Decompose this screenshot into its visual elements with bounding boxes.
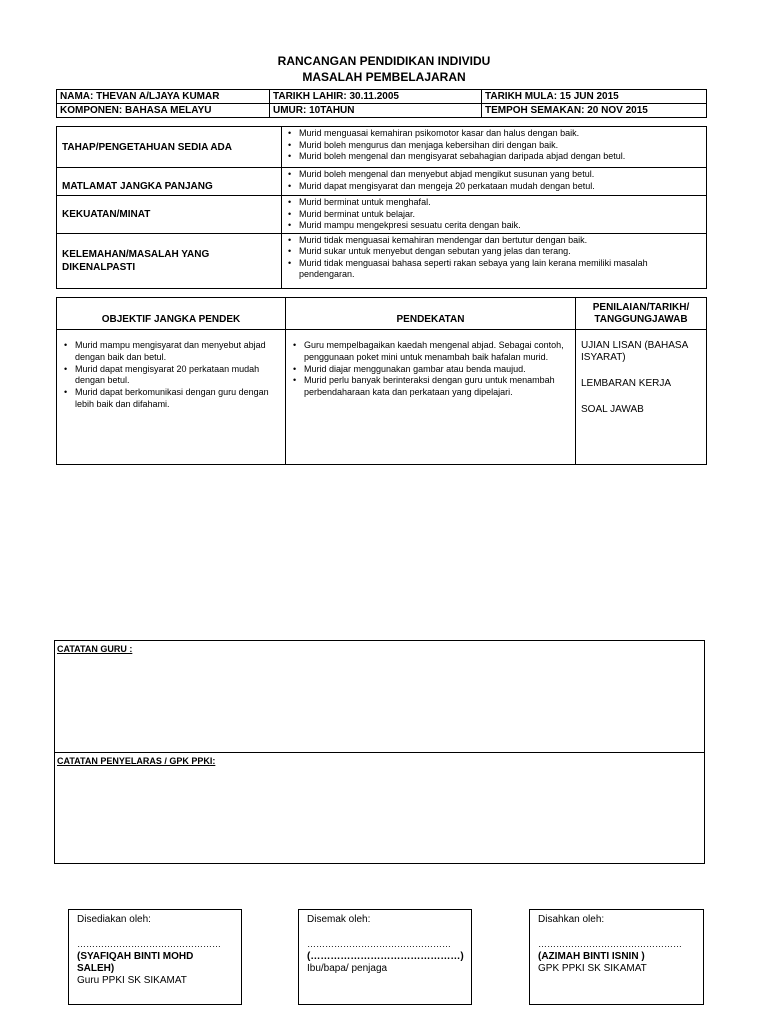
- list-item: • Murid boleh mengenal dan mengisyarat sebahagian daripada abjad dengan betul.: [286, 151, 702, 163]
- student-info-table: [56, 89, 707, 118]
- title-line-1: RANCANGAN PENDIDIKAN INDIVIDU: [277, 54, 491, 68]
- header-objektif: OBJEKTIF JANGKA PENDEK: [57, 298, 286, 330]
- signature-box-approved: [529, 909, 704, 1005]
- signature-role: GPK PPKI SK SIKAMAT: [538, 963, 647, 974]
- profile-label: MATLAMAT JANGKA PANJANG: [57, 168, 282, 196]
- signature-label: Disemak oleh:: [307, 914, 371, 925]
- profile-items: [282, 233, 707, 288]
- signature-line: …………………………………………: [538, 939, 682, 949]
- pendekatan-cell: [286, 330, 576, 465]
- assessment-item: LEMBARAN KERJA: [581, 378, 672, 389]
- list-item: • Murid perlu banyak berinteraksi dengan guru untuk menambah perbendaharaan kata dan perkataan yang dipelajari.: [291, 375, 570, 399]
- list-item: • Murid tidak menguasai kemahiran mendengar dan bertutur dengan baik.: [286, 235, 702, 247]
- list-item: • Murid boleh mengenal dan menyebut abjad mengikut susunan yang betul.: [286, 169, 702, 181]
- profile-label: KELEMAHAN/MASALAH YANG DIKENALPASTI: [57, 233, 282, 288]
- objective-header-row: [57, 298, 707, 330]
- profile-label: KEKUATAN/MINAT: [57, 196, 282, 234]
- profile-row: [57, 168, 707, 196]
- assessment-item: UJIAN LISAN (BAHASA ISYARAT): [581, 340, 688, 363]
- profile-row: [57, 196, 707, 234]
- info-row: [57, 104, 707, 118]
- profile-items: [282, 127, 707, 168]
- list-item: • Murid dapat berkomunikasi dengan guru dengan lebih baik dan difahami.: [62, 387, 280, 411]
- signature-name: (SYAFIQAH BINTI MOHD SALEH): [77, 951, 194, 974]
- signature-role: Guru PPKI SK SIKAMAT: [77, 975, 187, 986]
- signature-box-reviewed: [298, 909, 472, 1005]
- profile-items: [282, 196, 707, 234]
- penilaian-cell: [576, 330, 707, 465]
- catatan-penyelaras-box[interactable]: [54, 752, 705, 864]
- info-umur: UMUR: 10TAHUN: [270, 104, 482, 118]
- objective-table: [56, 297, 707, 465]
- header-pendekatan: PENDEKATAN: [286, 298, 576, 330]
- signature-role: Ibu/bapa/ penjaga: [307, 963, 388, 974]
- info-komponen: KOMPONEN: BAHASA MELAYU: [57, 104, 270, 118]
- profile-items: [282, 168, 707, 196]
- list-item: • Murid mampu mengisyarat dan menyebut abjad dengan baik dan betul.: [62, 340, 280, 364]
- objective-body-row: [57, 330, 707, 465]
- info-tarikh-mula: TARIKH MULA: 15 JUN 2015: [482, 90, 707, 104]
- list-item: • Murid berminat untuk menghafal.: [286, 197, 702, 209]
- signature-label: Disahkan oleh:: [538, 914, 605, 925]
- info-nama: NAMA: THEVAN A/LJAYA KUMAR: [57, 90, 270, 104]
- list-item: • Guru mempelbagaikan kaedah mengenal abjad. Sebagai contoh, penggunaan poket mini untuk menambah baik hafalan murid.: [291, 340, 570, 364]
- document-title: [0, 53, 768, 85]
- signature-line: …………………………………………: [307, 939, 451, 949]
- profile-row: [57, 127, 707, 168]
- list-item: • Murid berminat untuk belajar.: [286, 209, 702, 221]
- profile-table: [56, 126, 707, 289]
- signature-name: (AZIMAH BINTI ISNIN ): [538, 951, 645, 962]
- list-item: • Murid dapat mengisyarat dan mengeja 20 perkataan mudah dengan betul.: [286, 181, 702, 193]
- list-item: • Murid boleh mengurus dan menjaga kebersihan diri dengan baik.: [286, 140, 702, 152]
- signature-name: (………………………………………): [307, 951, 464, 962]
- objektif-cell: [57, 330, 286, 465]
- info-tarikh-lahir: TARIKH LAHIR: 30.11.2005: [270, 90, 482, 104]
- list-item: • Murid dapat mengisyarat 20 perkataan mudah dengan betul.: [62, 364, 280, 388]
- info-row: [57, 90, 707, 104]
- catatan-guru-box[interactable]: [54, 640, 705, 753]
- signature-line: …………………………………………: [77, 939, 221, 949]
- list-item: • Murid diajar menggunakan gambar atau benda maujud.: [291, 364, 570, 376]
- list-item: • Murid menguasai kemahiran psikomotor kasar dan halus dengan baik.: [286, 128, 702, 140]
- profile-row: [57, 233, 707, 288]
- signature-label: Disediakan oleh:: [77, 914, 151, 925]
- profile-label: TAHAP/PENGETAHUAN SEDIA ADA: [57, 127, 282, 168]
- signature-box-prepared: [68, 909, 242, 1005]
- info-tempoh-semakan: TEMPOH SEMAKAN: 20 NOV 2015: [482, 104, 707, 118]
- list-item: • Murid sukar untuk menyebut dengan sebutan yang jelas dan terang.: [286, 246, 702, 258]
- header-penilaian: PENILAIAN/TARIKH/ TANGGUNGJAWAB: [576, 298, 707, 330]
- list-item: • Murid mampu mengekpresi sesuatu cerita dengan baik.: [286, 220, 702, 232]
- title-line-2: MASALAH PEMBELAJARAN: [302, 70, 466, 84]
- list-item: • Murid tidak menguasai bahasa seperti rakan sebaya yang lain kerana memiliki masalah pendengaran.: [286, 258, 702, 281]
- catatan-penyelaras-label: CATATAN PENYELARAS / GPK PPKI:: [57, 756, 216, 766]
- assessment-item: SOAL JAWAB: [581, 404, 644, 415]
- catatan-guru-label: CATATAN GURU :: [57, 644, 133, 654]
